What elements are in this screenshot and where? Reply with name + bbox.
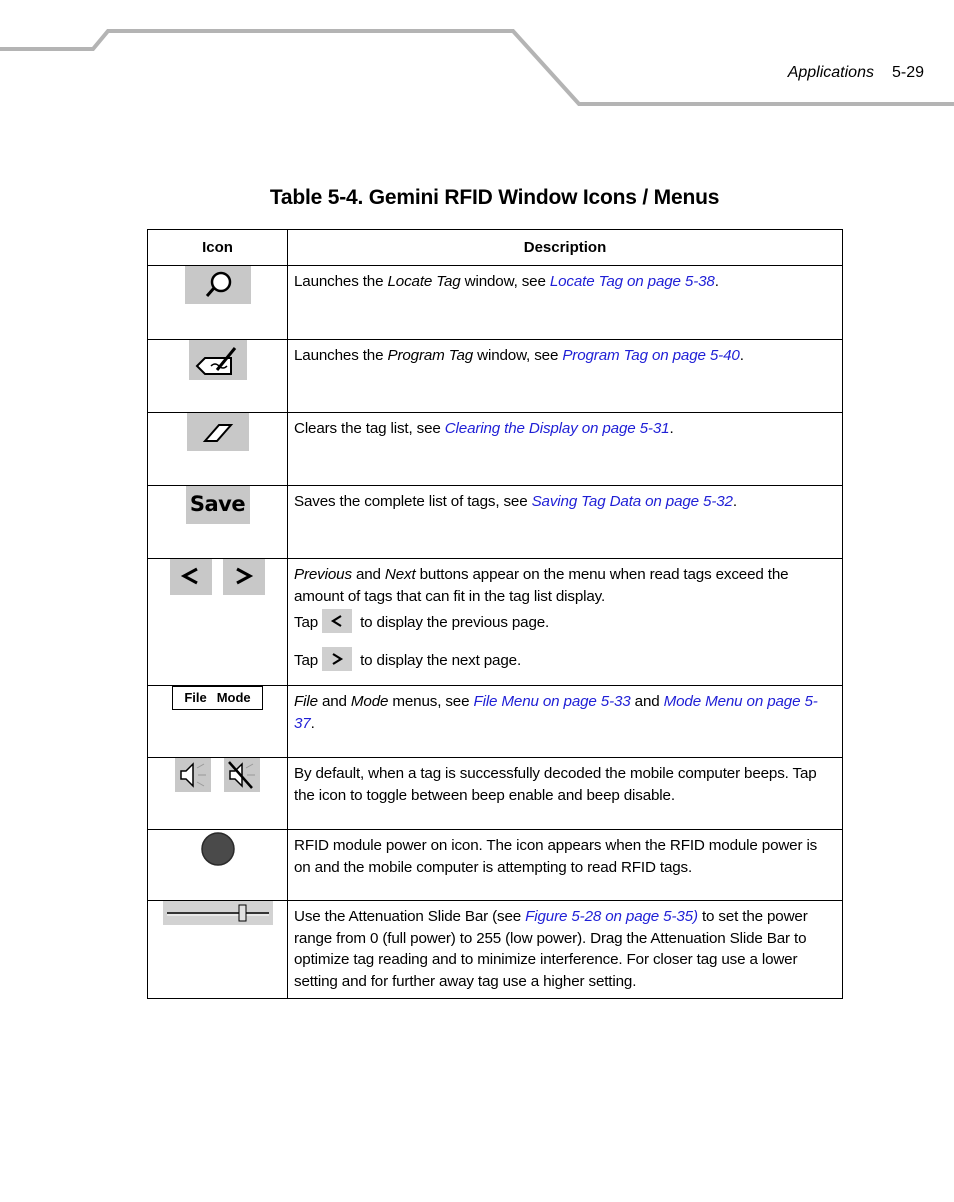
text: Use the Attenuation Slide Bar (see xyxy=(294,908,526,925)
section-name: Applications xyxy=(787,64,874,81)
running-head xyxy=(788,64,924,82)
row-description: RFID module power on icon. The icon appears when the RFID module power is on and the mobile computer is attempting to read RFID tags. xyxy=(288,830,843,901)
tap-next-line xyxy=(294,649,836,673)
cross-reference-link[interactable]: Locate Tag on page 5-38 xyxy=(549,273,715,290)
row-description xyxy=(288,266,843,340)
table-row xyxy=(148,901,843,999)
mode-menu[interactable]: Mode xyxy=(216,690,251,705)
icon-cell xyxy=(148,758,288,830)
cross-reference-link[interactable]: Saving Tag Data on page 5-32 xyxy=(531,493,733,510)
text: to display the previous page. xyxy=(356,614,550,632)
text: to set the power range from 0 (full power) to 255 (low power). Drag the Attenuation Slide Bar to optimize tag reading and to minimize interference. For closer tag use a lower setting and for further away tag use a higher setting. xyxy=(294,908,808,990)
text: . xyxy=(310,714,315,732)
table-row xyxy=(148,486,843,559)
save-button[interactable]: Save xyxy=(186,486,250,524)
header-rule xyxy=(0,0,954,110)
text: Tap xyxy=(294,652,319,670)
icon-cell xyxy=(148,340,288,413)
row-description xyxy=(288,901,843,999)
text: Launches the xyxy=(294,273,388,290)
nav-description xyxy=(294,564,836,607)
next-arrow-icon[interactable] xyxy=(223,559,265,595)
text: . xyxy=(739,347,744,364)
cross-reference-link[interactable]: Figure 5-28 on page 5-35) xyxy=(525,908,698,925)
window-name: Locate Tag xyxy=(387,273,461,290)
row-description: By default, when a tag is successfully decoded the mobile computer beeps. Tap the icon to toggle between beep enable and beep disable. xyxy=(288,758,843,830)
text: to display the next page. xyxy=(356,652,522,670)
next-arrow-icon[interactable] xyxy=(322,647,352,671)
table-row xyxy=(148,758,843,830)
table-row xyxy=(148,559,843,686)
file-menu[interactable]: File xyxy=(184,690,207,705)
table-row xyxy=(148,413,843,486)
text: Clears the tag list, see xyxy=(294,420,445,437)
table-header-row xyxy=(148,230,843,266)
text: Saves the complete list of tags, see xyxy=(294,493,532,510)
text: and xyxy=(351,566,385,583)
window-name: Program Tag xyxy=(387,347,474,364)
cross-reference-link[interactable]: Mode Menu on page 5-37 xyxy=(294,693,818,732)
row-description xyxy=(288,486,843,559)
button-name: Previous xyxy=(294,566,352,583)
icon-cell xyxy=(148,559,288,686)
table-row xyxy=(148,686,843,758)
icon-cell xyxy=(148,486,288,559)
row-description xyxy=(288,413,843,486)
cross-reference-link[interactable]: Clearing the Display on page 5-31 xyxy=(444,420,670,437)
speaker-muted-icon[interactable] xyxy=(224,758,260,792)
power-indicator-icon xyxy=(199,830,237,872)
text: window, see xyxy=(473,347,563,364)
text: and xyxy=(317,693,351,710)
icon-cell xyxy=(148,266,288,340)
icon-cell xyxy=(148,830,288,901)
menu-bar xyxy=(172,686,262,710)
icons-table xyxy=(147,229,843,999)
previous-arrow-icon[interactable] xyxy=(322,609,352,633)
text: and xyxy=(630,693,664,710)
text: . xyxy=(732,493,737,510)
tag-pen-icon[interactable] xyxy=(189,340,247,380)
icon-cell xyxy=(148,686,288,758)
text: . xyxy=(669,420,674,437)
text: window, see xyxy=(460,273,550,290)
row-description xyxy=(288,340,843,413)
menu-name: Mode xyxy=(350,693,389,710)
icon-cell xyxy=(148,413,288,486)
row-description xyxy=(288,559,843,686)
text: buttons appear on the menu when read tags exceed the amount of tags that can fit in the tag list display. xyxy=(294,566,789,605)
table-row xyxy=(148,340,843,413)
button-name: Next xyxy=(384,566,416,583)
slider-icon[interactable] xyxy=(163,901,273,925)
row-description xyxy=(288,686,843,758)
speaker-on-icon[interactable] xyxy=(175,758,211,792)
menu-name: File xyxy=(294,693,318,710)
text: Tap xyxy=(294,614,319,632)
table-row xyxy=(148,266,843,340)
icon-cell xyxy=(148,901,288,999)
table-title: Table 5-4. Gemini RFID Window Icons / Menus xyxy=(269,186,720,209)
text: . xyxy=(714,273,719,290)
column-header-description: Description xyxy=(288,230,843,266)
magnifier-icon[interactable] xyxy=(185,266,251,304)
column-header-icon: Icon xyxy=(148,230,288,266)
page-number: 5-29 xyxy=(891,64,924,81)
text: Launches the xyxy=(294,347,388,364)
text: menus, see xyxy=(388,693,474,710)
table-row xyxy=(148,830,843,901)
cross-reference-link[interactable]: File Menu on page 5-33 xyxy=(473,693,631,710)
tap-previous-line xyxy=(294,611,836,635)
cross-reference-link[interactable]: Program Tag on page 5-40 xyxy=(562,347,740,364)
previous-arrow-icon[interactable] xyxy=(170,559,212,595)
eraser-icon[interactable] xyxy=(187,413,249,451)
